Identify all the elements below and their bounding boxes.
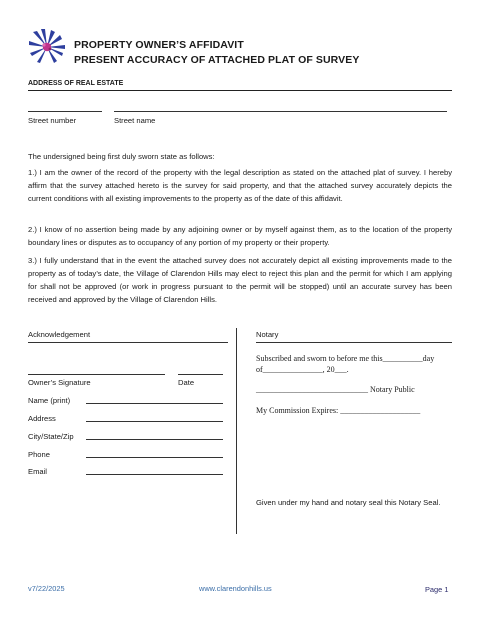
address-label: Address	[28, 414, 56, 423]
paragraph-2: 2.) I know of no assertion being made by any adjoining owner or by myself against them, as to the location of the property boundary lines or disputes as to occupancy of any portion of my property or their property.	[28, 225, 452, 247]
notary-public-line: ____________________________ Notary Public	[256, 385, 415, 394]
sworn-line-1: Subscribed and sworn to before me this__________day	[256, 354, 435, 363]
phone-label: Phone	[28, 450, 50, 459]
street-name-field[interactable]	[114, 111, 447, 112]
address-section-heading: ADDRESS OF REAL ESTATE	[28, 80, 124, 87]
street-name-label: Street name	[114, 116, 156, 125]
document-title-line2: PRESENT ACCURACY OF ATTACHED PLAT OF SURVEY	[74, 54, 360, 66]
notary-rule	[256, 342, 452, 343]
owner-signature-field[interactable]	[28, 374, 165, 375]
website-link[interactable]: www.clarendonhills.us	[199, 584, 272, 593]
notary-seal-statement: Given under my hand and notary seal this Notary Seal.	[256, 498, 441, 507]
sworn-line-2: of_______________, 20___.	[256, 365, 349, 374]
section-divider	[28, 90, 452, 91]
street-number-label: Street number	[28, 116, 77, 125]
intro-statement: The undersigned being first duly sworn state as follows:	[28, 152, 215, 161]
name-print-field[interactable]	[86, 403, 223, 404]
phone-field[interactable]	[86, 457, 223, 458]
date-label: Date	[178, 378, 195, 387]
name-print-label: Name (print)	[28, 396, 71, 405]
acknowledgement-rule	[28, 342, 228, 343]
city-state-zip-label: City/State/Zip	[28, 432, 74, 441]
notary-heading: Notary	[256, 330, 279, 339]
page-number: Page 1	[425, 585, 449, 594]
paragraph-1: 1.) I am the owner of the record of the property with the legal description as stated on the attached plat of survey. I hereby affirm that the survey attached hereto is the survey for said property, and that the attached survey accurately depicts the current conditions with all existing improvements to the property as of the date of this affidavit.	[28, 168, 452, 203]
date-field[interactable]	[178, 374, 223, 375]
paragraph-3: 3.) I fully understand that in the event the attached survey does not accurately depict all existing improvements made to the property as of today’s date, the Village of Clarendon Hills may elect to reject this plan and the permit for which I am applying for shall not be approved (or work in progress pursuant to the permit will be stopped) until an accurate survey has been received and approved by the Village of Clarendon Hills.	[28, 256, 452, 304]
acknowledgement-heading: Acknowledgement	[28, 330, 91, 339]
column-divider	[236, 328, 237, 534]
version-label: v7/22/2025	[28, 584, 65, 593]
address-field[interactable]	[86, 421, 223, 422]
email-field[interactable]	[86, 474, 223, 475]
document-title-line1: PROPERTY OWNER’S AFFIDAVIT	[74, 39, 244, 51]
owner-signature-label: Owner’s Signature	[28, 378, 91, 387]
commission-expires-line: My Commission Expires: ____________________	[256, 406, 421, 415]
street-number-field[interactable]	[28, 111, 102, 112]
city-state-zip-field[interactable]	[86, 439, 223, 440]
village-logo-icon	[27, 29, 67, 65]
email-label: Email	[28, 467, 47, 476]
